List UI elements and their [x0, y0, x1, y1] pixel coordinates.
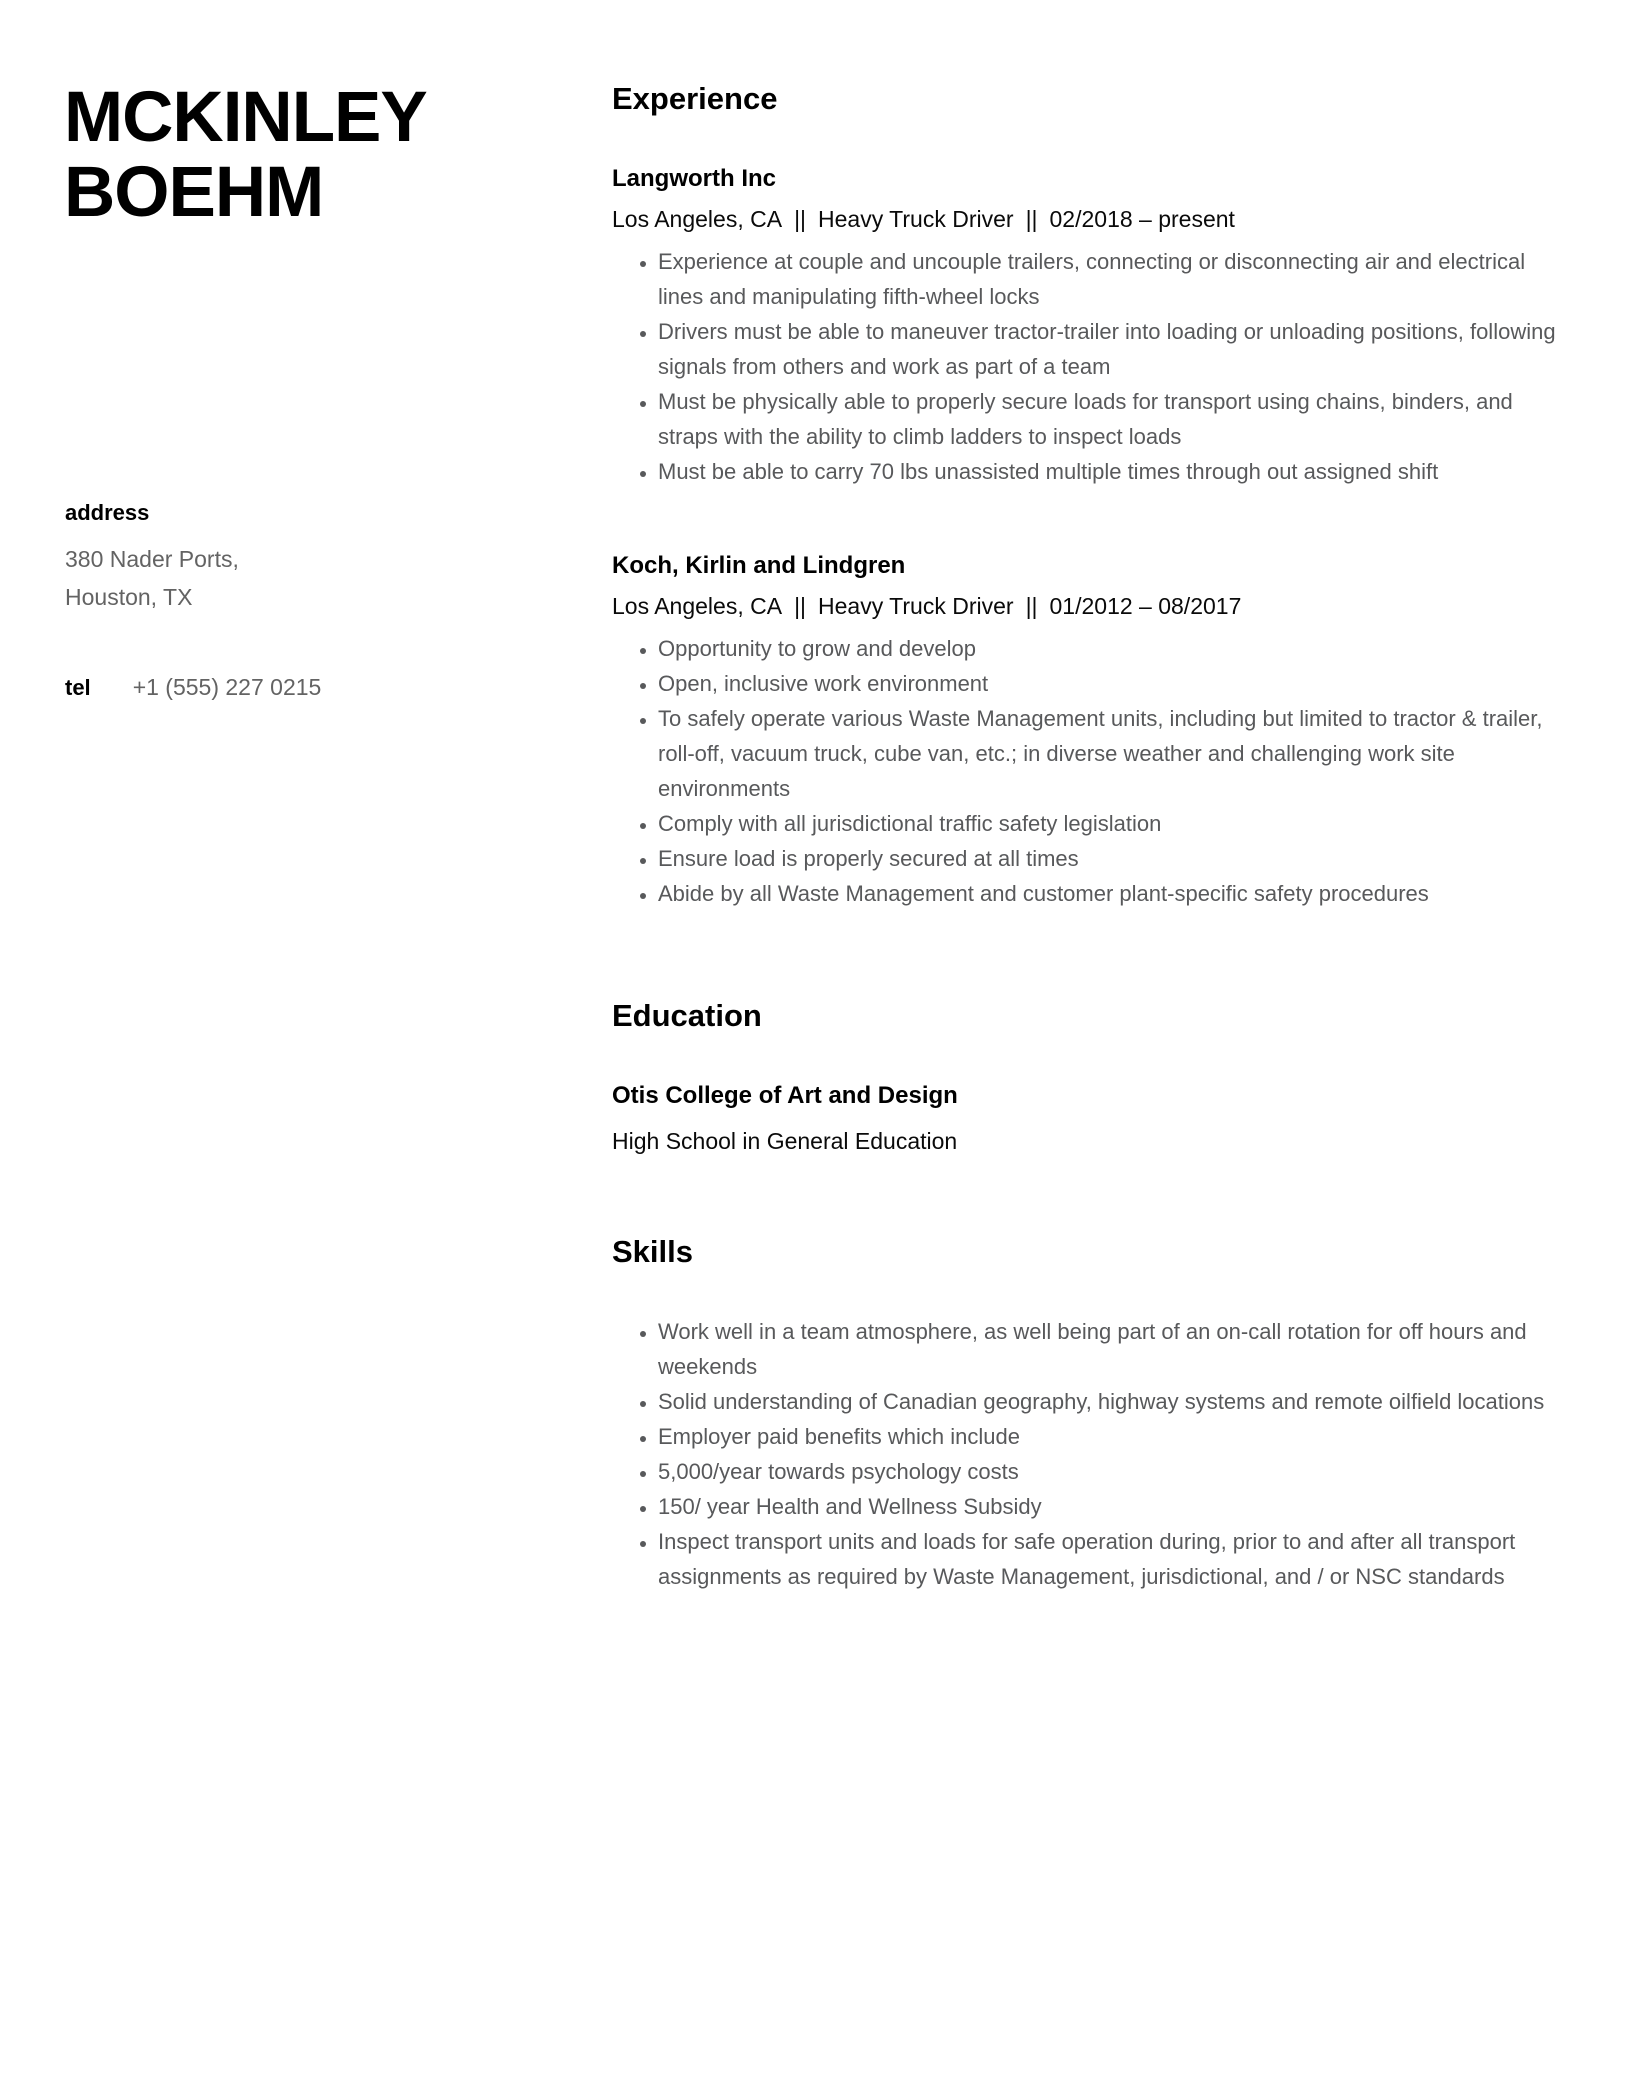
bullet-item: • Comply with all jurisdictional traffic safety legislation	[658, 806, 1570, 841]
tel-value: +1 (555) 227 0215	[132, 674, 322, 700]
meta-separator: ||	[794, 206, 807, 232]
bullet-item: • Must be able to carry 70 lbs unassisted multiple times through out assigned shift	[658, 454, 1570, 489]
skills-bullet-list	[612, 1314, 1570, 1594]
skills-section	[612, 1233, 1570, 1594]
candidate-first-name: MCKINLEY	[64, 78, 427, 157]
job-entry	[612, 162, 1570, 489]
meta-separator: ||	[1025, 206, 1038, 232]
job-company: Langworth Inc	[612, 165, 776, 192]
address-block	[65, 498, 239, 616]
bullet-item: • Inspect transport units and loads for safe operation during, prior to and after all transport assignments as required by Waste Management, jurisdictional, and / or NSC standards	[658, 1524, 1570, 1594]
education-section-title: Education	[612, 998, 762, 1033]
job-bullet-list	[612, 244, 1570, 489]
candidate-last-name: BOEHM	[64, 153, 324, 232]
job-location: Los Angeles, CA	[612, 206, 783, 232]
bullet-item: • Solid understanding of Canadian geography, highway systems and remote oilfield locations	[658, 1384, 1570, 1419]
job-location: Los Angeles, CA	[612, 593, 783, 619]
address-street: 380 Nader Ports,	[65, 546, 239, 572]
bullet-item: • Experience at couple and uncouple trailers, connecting or disconnecting air and electrical lines and manipulating fifth-wheel locks	[658, 244, 1570, 314]
education-school: Otis College of Art and Design	[612, 1082, 958, 1109]
bullet-item: • Employer paid benefits which include	[658, 1419, 1570, 1454]
main-column	[612, 80, 1570, 1594]
bullet-item: • Abide by all Waste Management and customer plant-specific safety procedures	[658, 876, 1570, 911]
tel-block	[65, 668, 321, 706]
education-section	[612, 997, 1570, 1158]
education-degree: High School in General Education	[612, 1128, 958, 1154]
bullet-item: • 150/ year Health and Wellness Subsidy	[658, 1489, 1570, 1524]
bullet-item: • Ensure load is properly secured at all times	[658, 841, 1570, 876]
job-entry	[612, 549, 1570, 911]
bullet-item: • Open, inclusive work environment	[658, 666, 1570, 701]
job-dates: 02/2018 – present	[1049, 206, 1235, 232]
bullet-item: • Work well in a team atmosphere, as well being part of an on-call rotation for off hours and weekends	[658, 1314, 1570, 1384]
address-city: Houston, TX	[65, 584, 193, 610]
bullet-item: • Drivers must be able to maneuver tractor-trailer into loading or unloading positions, following signals from others and work as part of a team	[658, 314, 1570, 384]
job-bullet-list	[612, 631, 1570, 911]
job-meta	[612, 202, 1570, 236]
skills-section-title: Skills	[612, 1234, 693, 1269]
job-role: Heavy Truck Driver	[818, 593, 1014, 619]
bullet-item: • Must be physically able to properly secure loads for transport using chains, binders, and straps with the ability to climb ladders to inspect loads	[658, 384, 1570, 454]
bullet-item: • To safely operate various Waste Management units, including but limited to tractor & trailer, roll-off, vacuum truck, cube van, etc.; in diverse weather and challenging work site environments	[658, 701, 1570, 806]
experience-section-title: Experience	[612, 81, 778, 116]
job-dates: 01/2012 – 08/2017	[1049, 593, 1242, 619]
bullet-item: • Opportunity to grow and develop	[658, 631, 1570, 666]
tel-label: tel	[65, 675, 91, 700]
job-company: Koch, Kirlin and Lindgren	[612, 552, 906, 579]
meta-separator: ||	[794, 593, 807, 619]
meta-separator: ||	[1025, 593, 1038, 619]
candidate-name	[64, 80, 427, 230]
bullet-item: • 5,000/year towards psychology costs	[658, 1454, 1570, 1489]
job-role: Heavy Truck Driver	[818, 206, 1014, 232]
job-meta	[612, 589, 1570, 623]
address-label: address	[65, 500, 150, 525]
